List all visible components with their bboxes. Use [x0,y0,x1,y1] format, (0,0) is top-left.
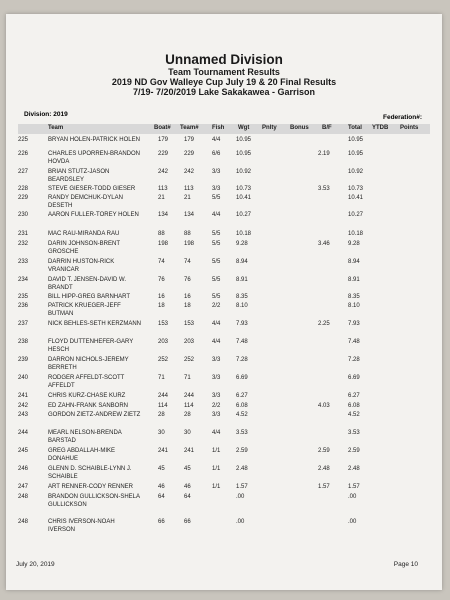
cell-total: 10.73 [348,186,364,192]
cell-boat: 66 [158,519,165,525]
cell-place: 229 [18,195,29,201]
cell-teamno: 71 [184,375,191,381]
table-header [18,124,430,134]
cell-wgt: 2.48 [236,466,248,472]
cell-teamno: 74 [184,259,191,265]
cell-boat: 74 [158,259,165,265]
cell-place: 225 [18,137,29,143]
cell-total: 7.28 [348,357,360,363]
cell-place: 228 [18,186,29,192]
cell-bf: 2.19 [318,151,330,157]
cell-team: NICK BEHLES-SETH KERZMANN [48,321,142,327]
cell-place: 231 [18,231,29,237]
cell-team: BRANDON GULLICKSON-SHELA GULLICKSON [48,494,140,508]
cell-teamno: 252 [184,357,195,363]
cell-place: 240 [18,375,29,381]
event-name: 2019 ND Gov Walleye Cup July 19 & 20 Final Results [111,77,337,87]
cell-teamno: 244 [184,393,195,399]
footer-date: July 20, 2019 [16,561,55,568]
cell-fish: 3/3 [212,393,221,399]
cell-team: DARRIN HUSTON-RICK VRANICAR [48,259,115,273]
cell-wgt: 2.59 [236,448,248,454]
cell-total: 8.35 [348,294,360,300]
results-sheet [6,14,442,590]
cell-teamno: 134 [184,212,195,218]
cell-wgt: 7.48 [236,339,248,345]
cell-wgt: 10.27 [236,212,252,218]
cell-place: 242 [18,403,29,409]
cell-boat: 64 [158,494,165,500]
cell-place: 245 [18,448,29,454]
cell-bf: 2.25 [318,321,330,327]
cell-team: MAC RAU-MIRANDA RAU [48,231,120,237]
cell-wgt: 4.52 [236,412,248,418]
cell-teamno: 30 [184,430,191,436]
cell-total: 6.27 [348,393,360,399]
cell-place: 234 [18,277,29,283]
cell-team: RANDY DEMCHUK-DYLAN DESETH [48,195,123,209]
cell-wgt: 8.94 [236,259,248,265]
cell-teamno: 16 [184,294,191,300]
cell-team: BRIAN STUTZ-JASON BEARDSLEY [48,169,110,183]
cell-place: 248 [18,519,29,525]
cell-teamno: 45 [184,466,191,472]
cell-teamno: 242 [184,169,195,175]
col-wgt: Wgt [238,125,250,131]
cell-place: 235 [18,294,29,300]
cell-bf: 2.59 [318,448,330,454]
cell-team: ED ZAHN-FRANK SANBORN [48,403,129,409]
cell-boat: 203 [158,339,169,345]
cell-team: GORDON ZIETZ-ANDREW ZIETZ [48,412,141,418]
col-pnlty: Pnlty [262,125,277,131]
cell-team: DARIN JOHNSON-BRENT GROSCHE [48,241,120,255]
cell-boat: 18 [158,303,165,309]
cell-teamno: 153 [184,321,195,327]
cell-place: 226 [18,151,29,157]
cell-teamno: 66 [184,519,191,525]
cell-wgt: 10.92 [236,169,252,175]
cell-bf: 3.46 [318,241,330,247]
cell-team: ART RENNER-CODY RENNER [48,484,134,490]
cell-boat: 229 [158,151,169,157]
cell-teamno: 113 [184,186,194,192]
cell-team: PATRICK KRUEGER-JEFF BUTMAN [48,303,121,317]
cell-fish: 3/3 [212,186,221,192]
cell-team: FLOYD DUTTENHEFER-GARY HESCH [48,339,134,353]
cell-boat: 45 [158,466,165,472]
cell-total: 7.48 [348,339,360,345]
report-header [6,52,442,97]
cell-wgt: .00 [236,519,245,525]
cell-wgt: 10.73 [236,186,252,192]
cell-fish: 3/3 [212,412,221,418]
cell-total: 8.10 [348,303,360,309]
cell-fish: 4/4 [212,137,221,143]
cell-fish: 3/3 [212,375,221,381]
cell-teamno: 76 [184,277,191,283]
cell-team: GLENN D. SCHAIBLE-LYNN J. SCHAIBLE [48,466,132,480]
cell-place: 241 [18,393,29,399]
cell-total: 1.57 [348,484,360,490]
cell-wgt: 8.35 [236,294,248,300]
cell-fish: 1/1 [212,484,221,490]
cell-team: CHARLES UPORREN-BRANDON HOVDA [48,151,141,165]
col-boat: Boat# [154,125,171,131]
cell-wgt: 10.41 [236,195,252,201]
cell-teamno: 179 [184,137,195,143]
cell-bf: 3.53 [318,186,330,192]
cell-place: 238 [18,339,29,345]
cell-fish: 4/4 [212,430,221,436]
cell-wgt: 7.28 [236,357,248,363]
cell-total: 3.53 [348,430,360,436]
cell-total: 10.95 [348,137,364,143]
cell-fish: 1/1 [212,466,221,472]
cell-total: 2.59 [348,448,360,454]
cell-fish: 5/5 [212,231,221,237]
cell-team: DARRON NICHOLS-JEREMY BERRETH [48,357,129,371]
cell-total: 10.27 [348,212,364,218]
cell-wgt: 10.18 [236,231,252,237]
cell-place: 227 [18,169,29,175]
cell-teamno: 21 [184,195,191,201]
cell-fish: 5/5 [212,277,221,283]
cell-team: RODGER AFFELDT-SCOTT AFFELDT [48,375,125,389]
cell-total: 6.08 [348,403,360,409]
federation-label: Federation#: [382,114,422,121]
col-bonus: Bonus [290,125,309,131]
cell-fish: 5/5 [212,195,221,201]
cell-boat: 252 [158,357,169,363]
cell-team: AARON FULLER-TOREY HOLEN [48,212,139,218]
cell-bf: 1.57 [318,484,330,490]
cell-total: 10.18 [348,231,364,237]
cell-place: 244 [18,430,29,436]
cell-team: GREG ABDALLAH-MIKE DONAHUE [48,448,116,462]
cell-total: 8.91 [348,277,360,283]
cell-fish: 5/5 [212,241,221,247]
cell-team: DAVID T. JENSEN-DAVID W. BRANDT [48,277,127,291]
cell-wgt: 7.93 [236,321,248,327]
cell-total: 2.48 [348,466,360,472]
cell-team: CHRIS KURZ-CHASE KURZ [48,393,126,399]
cell-teamno: 46 [184,484,191,490]
cell-wgt: 6.27 [236,393,248,399]
cell-wgt: 9.28 [236,241,248,247]
cell-teamno: 28 [184,412,191,418]
cell-total: 9.28 [348,241,360,247]
cell-place: 247 [18,484,29,490]
cell-boat: 179 [158,137,169,143]
division-title: Unnamed Division [165,52,283,67]
cell-total: 10.92 [348,169,364,175]
cell-boat: 76 [158,277,165,283]
cell-total: 7.93 [348,321,360,327]
cell-teamno: 241 [184,448,195,454]
cell-fish: 3/3 [212,357,221,363]
cell-total: 8.94 [348,259,360,265]
cell-teamno: 198 [184,241,195,247]
col-points: Points [400,125,419,131]
cell-team: BILL HIPP-GREG BARNHART [48,294,131,300]
col-ytdb: YTDB [372,125,389,131]
cell-fish: 2/2 [212,403,221,409]
event-dates: 7/19- 7/20/2019 Lake Sakakawea - Garrison [132,87,316,97]
cell-boat: 46 [158,484,165,490]
cell-teamno: 114 [184,403,194,409]
cell-team: BRYAN HOLEN-PATRICK HOLEN [48,137,140,143]
cell-place: 233 [18,259,29,265]
col-team: Team [48,125,64,131]
division-label: Division: 2019 [24,111,68,118]
cell-teamno: 229 [184,151,195,157]
cell-total: 10.95 [348,151,364,157]
cell-wgt: 8.91 [236,277,248,283]
cell-boat: 198 [158,241,169,247]
cell-fish: 4/4 [212,321,221,327]
cell-place: 243 [18,412,29,418]
cell-bf: 2.48 [318,466,330,472]
cell-team: CHRIS IVERSON-NOAH IVERSON [48,519,115,533]
cell-fish: 5/5 [212,259,221,265]
report-subtitle: Team Tournament Results [168,67,280,77]
cell-fish: 1/1 [212,448,221,454]
cell-wgt: 1.57 [236,484,248,490]
cell-bf: 4.03 [318,403,330,409]
cell-place: 237 [18,321,29,327]
cell-boat: 21 [158,195,165,201]
cell-total: 6.69 [348,375,360,381]
cell-boat: 153 [158,321,169,327]
cell-fish: 3/3 [212,169,221,175]
cell-boat: 71 [158,375,165,381]
cell-wgt: 10.95 [236,151,252,157]
cell-fish: 5/5 [212,294,221,300]
cell-boat: 28 [158,412,165,418]
cell-wgt: 10.95 [236,137,252,143]
cell-boat: 113 [158,186,168,192]
cell-wgt: 6.08 [236,403,248,409]
cell-boat: 134 [158,212,169,218]
cell-wgt: .00 [236,494,245,500]
cell-teamno: 88 [184,231,191,237]
cell-boat: 242 [158,169,169,175]
cell-place: 236 [18,303,29,309]
col-fish: Fish [212,125,225,131]
cell-place: 248 [18,494,29,500]
cell-total: 10.41 [348,195,364,201]
cell-total: .00 [348,519,357,525]
cell-wgt: 8.10 [236,303,248,309]
cell-boat: 114 [158,403,168,409]
cell-place: 232 [18,241,29,247]
cell-place: 230 [18,212,29,218]
cell-fish: 4/4 [212,339,221,345]
col-teamno: Team# [180,125,199,131]
cell-team: MEARL NELSON-BRENDA BARSTAD [48,430,122,444]
cell-boat: 16 [158,294,165,300]
cell-wgt: 6.69 [236,375,248,381]
cell-boat: 88 [158,231,165,237]
cell-teamno: 18 [184,303,191,309]
cell-fish: 2/2 [212,303,221,309]
cell-fish: 6/6 [212,151,221,157]
cell-team: STEVE GIESER-TODD GIESER [48,186,136,192]
cell-place: 246 [18,466,29,472]
col-total: Total [348,125,362,131]
cell-boat: 244 [158,393,169,399]
cell-teamno: 64 [184,494,191,500]
cell-fish: 4/4 [212,212,221,218]
cell-boat: 241 [158,448,169,454]
cell-total: .00 [348,494,357,500]
cell-place: 239 [18,357,29,363]
cell-teamno: 203 [184,339,195,345]
cell-total: 4.52 [348,412,360,418]
cell-wgt: 3.53 [236,430,248,436]
footer-page: Page 10 [393,561,418,568]
cell-boat: 30 [158,430,165,436]
col-bf: B/F [322,125,332,131]
